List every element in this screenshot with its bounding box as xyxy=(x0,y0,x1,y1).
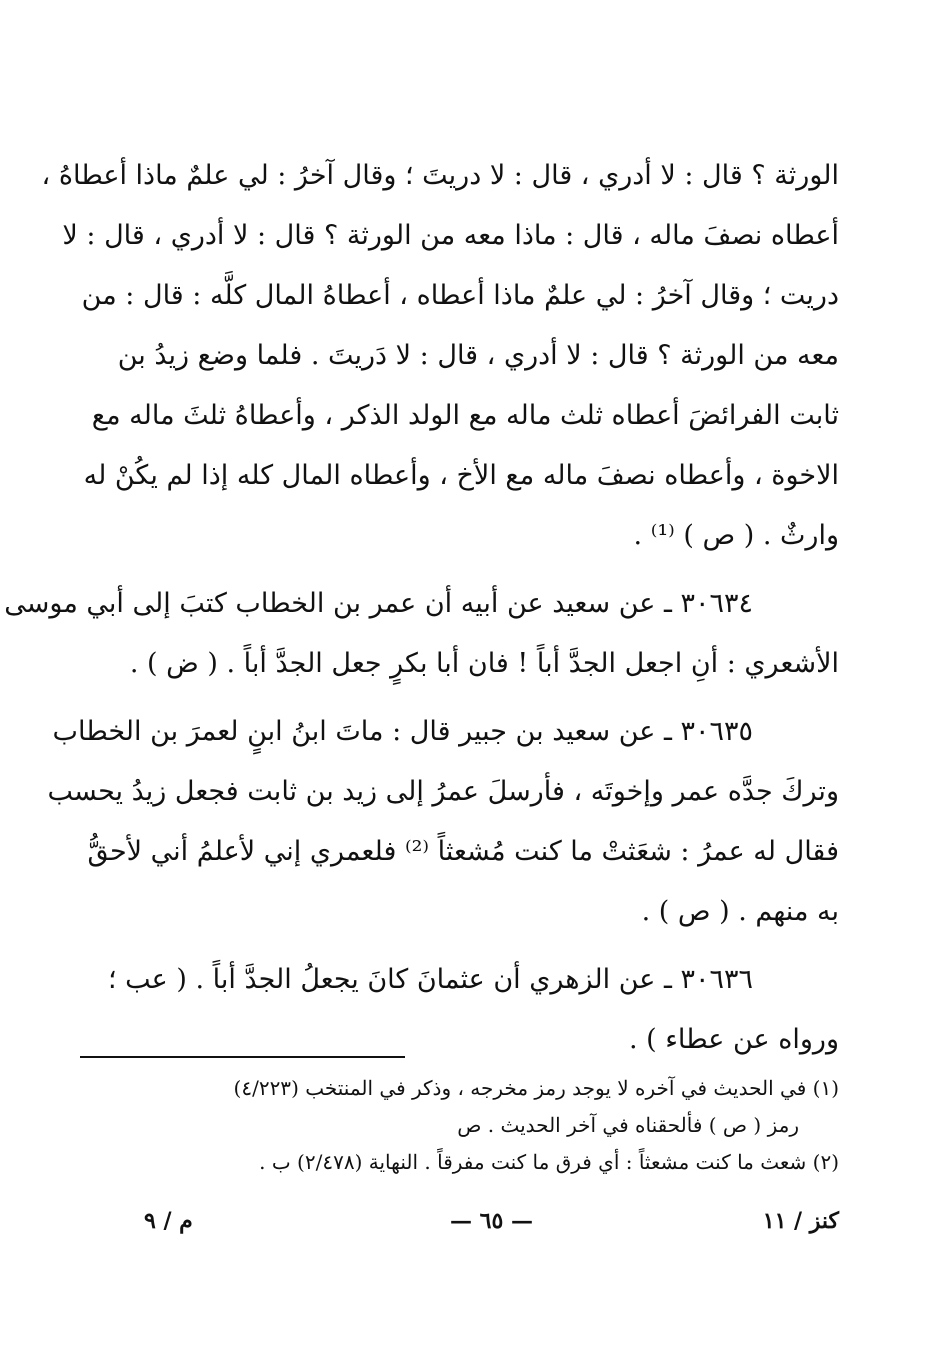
text-line: وارثٌ . ( ص ) ⁽¹⁾ . xyxy=(633,520,839,551)
hadith-30634 xyxy=(4,574,839,694)
text-line: ثابت الفرائضَ أعطاه ثلث ماله مع الولد الذكر ، وأعطاهُ ثلثَ ماله مع xyxy=(91,400,839,431)
text-line: الورثة ؟ قال : لا أدري ، قال : لا دريتَ ؛ وقال آخرُ : لي علمٌ ماذا أعطاهُ ، xyxy=(41,160,839,191)
text-line: معه من الورثة ؟ قال : لا أدري ، قال : لا دَريتَ . فلما وضع زيدُ بن xyxy=(117,340,839,371)
footnote-2: (٢) شعث ما كنت مشعثاً : أي فرق ما كنت مفرقاً . النهاية (٢/٤٧٨) ب . xyxy=(259,1150,839,1174)
page-footer xyxy=(144,1208,839,1248)
paragraph-1 xyxy=(41,146,839,566)
footnote-1-continuation: رمز ( ص ) فألحقناه في آخر الحديث . ص xyxy=(457,1113,799,1137)
text-line: دريت ؛ وقال آخرُ : لي علمٌ ماذا أعطاه ، أعطاهُ المال كلَّه : قال : من xyxy=(81,280,839,311)
page-number: — ٦٥ — xyxy=(450,1208,533,1234)
volume-marker: كنز / ١١ xyxy=(762,1208,839,1234)
text-line: الأشعري : أنِ اجعل الجدَّ أباً ! فان أبا بكرٍ جعل الجدَّ أباً . ( ض ) . xyxy=(129,648,839,679)
text-line: ٣٠٦٣٥ ـ عن سعيد بن جبير قال : ماتَ ابنُ ابنٍ لعمرَ بن الخطاب xyxy=(52,716,753,747)
text-line: وتركَ جدَّه عمر وإخوتَه ، فأرسلَ عمرُ إلى زيد بن ثابت فجعل زيدُ يحسب xyxy=(47,776,839,807)
text-line: به منهم . ( ص ) . xyxy=(641,896,839,927)
text-line: ٣٠٦٣٤ ـ عن سعيد عن أبيه أن عمر بن الخطاب كتبَ إلى أبي موسى xyxy=(4,588,753,619)
text-line: الاخوة ، وأعطاه نصفَ ماله مع الأخ ، وأعطاه المال كله إذا لم يكُنْ له xyxy=(83,460,839,491)
text-line: فقال له عمرُ : شعَثتْ ما كنت مُشعثاً ⁽²⁾ فلعمري إني لأعلمُ أني لأحقُّ xyxy=(87,836,839,867)
signature-marker: م / ٩ xyxy=(144,1208,193,1234)
footnotes xyxy=(144,1070,839,1181)
footnote-1: (١) في الحديث في آخره لا يوجد رمز مخرجه ، وذكر في المنتخب (٤/٢٢٣) xyxy=(233,1076,839,1100)
main-text xyxy=(4,146,839,1070)
hadith-30635 xyxy=(47,702,839,942)
text-line: ٣٠٦٣٦ ـ عن الزهري أن عثمانَ كانَ يجعلُ الجدَّ أباً . ( عب ؛ xyxy=(107,964,753,995)
text-line: أعطاه نصفَ ماله ، قال : ماذا معه من الورثة ؟ قال : لا أدري ، قال : لا xyxy=(62,220,839,251)
footnote-divider xyxy=(80,1056,405,1058)
text-line: ورواه عن عطاء ) . xyxy=(628,1024,839,1055)
hadith-30636 xyxy=(107,950,839,1070)
